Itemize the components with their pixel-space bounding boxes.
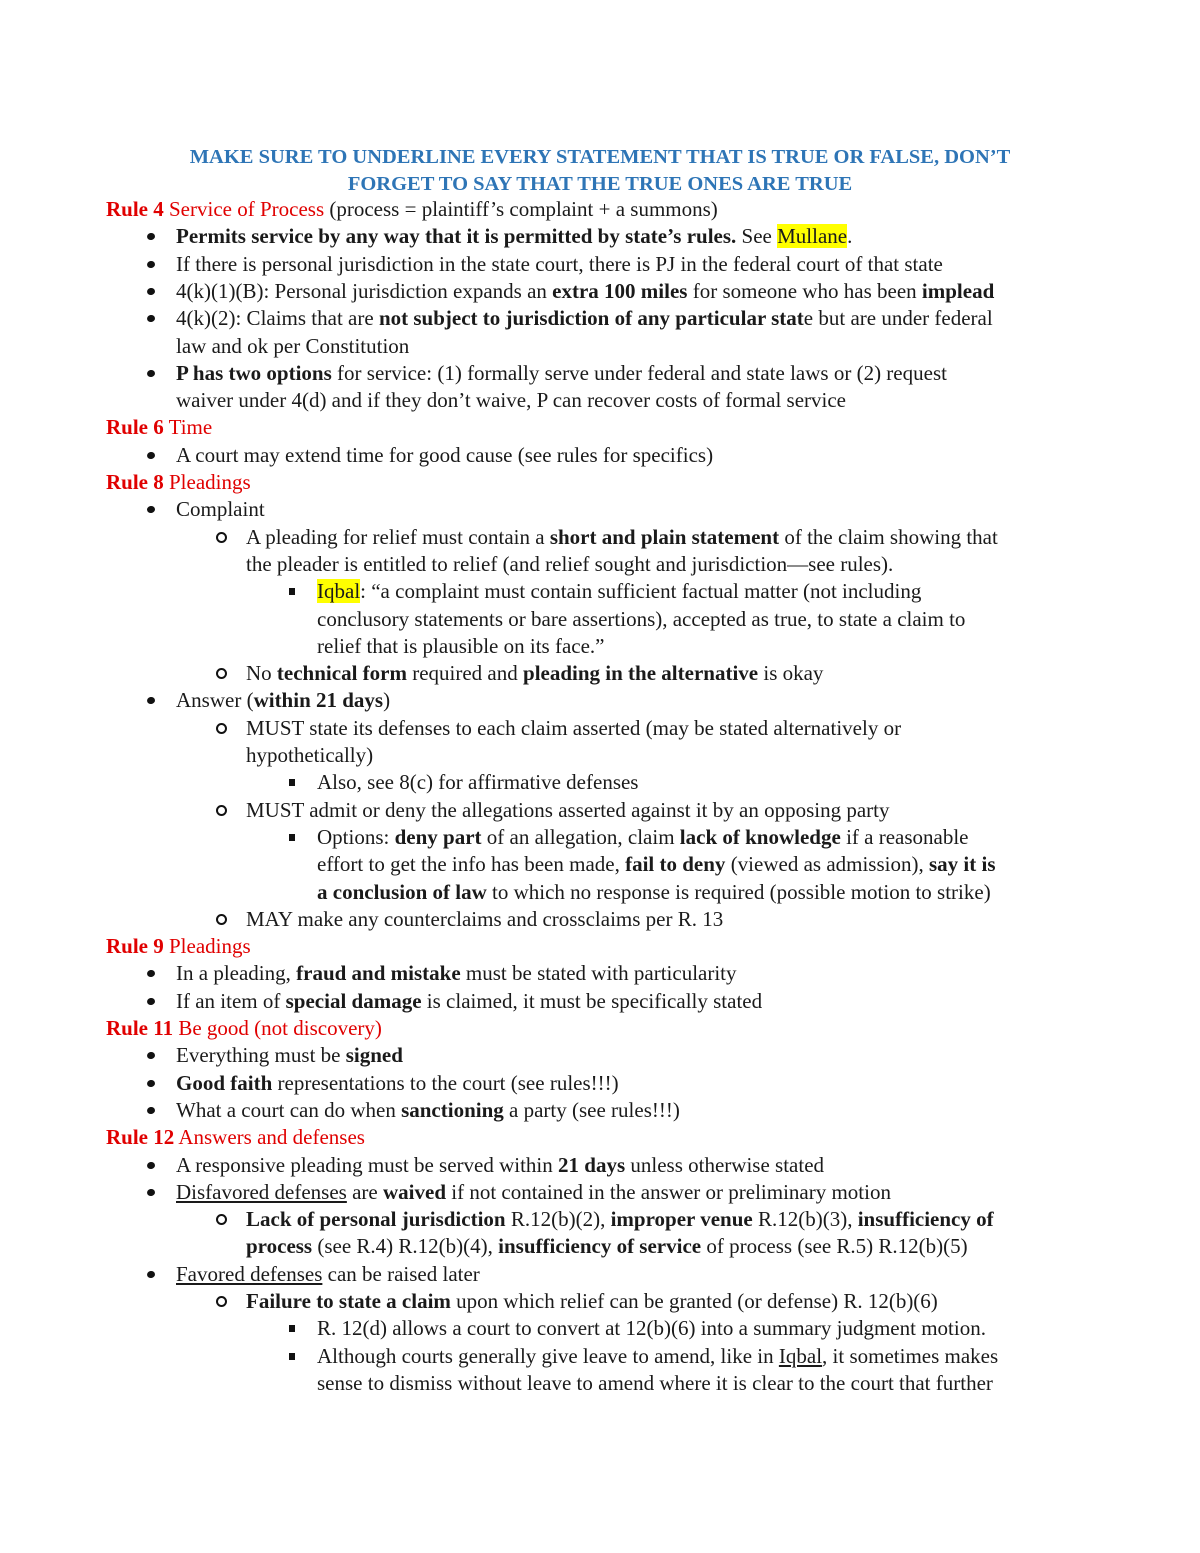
text-run: See: [736, 224, 778, 248]
bold-text: within 21 days: [253, 688, 384, 712]
text-run: if a reasonable: [840, 825, 969, 849]
rule-number: Rule 6: [106, 415, 164, 439]
rule-note: (process = plaintiff’s complaint + a summons): [329, 197, 718, 221]
bullet-item: [176, 1042, 403, 1069]
text-run: are: [346, 1180, 383, 1204]
bullet-item: [246, 660, 823, 687]
highlighted-case-name: Iqbal: [317, 579, 361, 603]
text-run: R.12(b)(2),: [505, 1207, 611, 1231]
bold-text: fraud and mistake: [296, 961, 461, 985]
bullet-item: [176, 360, 947, 387]
text-run: to which no response is required (possible motion to strike): [486, 880, 991, 904]
bullet-ring-icon: [214, 715, 228, 742]
bold-text: Lack of personal jurisdiction: [246, 1207, 506, 1231]
bold-text: Good faith: [176, 1071, 273, 1095]
rule-title: Pleadings: [169, 934, 251, 958]
heading-line-1: MAKE SURE TO UNDERLINE EVERY STATEMENT THAT IS TRUE OR FALSE, DON’T: [189, 146, 1011, 168]
bullet-ring-icon: [214, 1288, 228, 1315]
bullet-dot-icon: [144, 442, 158, 469]
bullet-dot-icon: [144, 360, 158, 387]
bold-text: improper venue: [610, 1207, 753, 1231]
bold-text: Failure to state a claim: [246, 1289, 451, 1313]
bullet-continuation: [317, 1370, 993, 1397]
text-run: No: [246, 661, 277, 685]
text-run: of process (see R.5) R.12(b)(5): [701, 1234, 968, 1258]
text-run: MUST admit or deny the allegations asserted against it by an opposing party: [246, 798, 890, 822]
bullet-item: [176, 442, 713, 469]
bullet-dot-icon: [144, 960, 158, 987]
bullet-item: [176, 223, 852, 250]
text-run: A responsive pleading must be served within: [176, 1153, 559, 1177]
bold-text: deny part: [394, 825, 482, 849]
highlighted-case-name: Mullane: [777, 224, 848, 248]
bold-text: insufficiency of: [857, 1207, 994, 1231]
bullet-item: [246, 906, 723, 933]
rule-heading: [106, 196, 718, 223]
bold-text: fail to deny: [625, 852, 726, 876]
text-run: : “a complaint must contain sufficient factual matter (not including: [360, 579, 922, 603]
bullet-dot-icon: [144, 1261, 158, 1288]
bullet-ring-icon: [214, 1206, 228, 1233]
bullet-continuation: [317, 633, 604, 660]
text-run: Complaint: [176, 497, 265, 521]
heading-line-2: FORGET TO SAY THAT THE TRUE ONES ARE TRUE: [347, 173, 853, 195]
bullet-dot-icon: [144, 1179, 158, 1206]
bullet-item: [317, 1315, 986, 1342]
bullet-continuation: [317, 879, 991, 906]
rule-number: Rule 8: [106, 470, 164, 494]
bold-text: short and plain statement: [549, 525, 780, 549]
bullet-item: [176, 1070, 619, 1097]
text-run: relief that is plausible on its face.”: [317, 634, 605, 658]
underlined-text: Disfavored defenses: [176, 1180, 347, 1204]
bold-text: sanctioning: [401, 1098, 504, 1122]
text-run: upon which relief can be granted (or defense) R. 12(b)(6): [450, 1289, 938, 1313]
text-run: sense to dismiss without leave to amend where it is clear to the court that further: [317, 1371, 993, 1395]
bold-text: extra 100 miles: [552, 279, 688, 303]
text-run: of an allegation, claim: [481, 825, 680, 849]
bullet-item: [176, 687, 390, 714]
bullet-continuation: [176, 387, 846, 414]
bullet-item: [176, 278, 994, 305]
bullet-item: [176, 1261, 480, 1288]
bullet-item: [317, 824, 969, 851]
rule-heading: [106, 1124, 365, 1151]
bullet-dot-icon: [144, 1070, 158, 1097]
text-run: unless otherwise stated: [625, 1153, 825, 1177]
bullet-dot-icon: [144, 305, 158, 332]
bold-text: process: [246, 1234, 313, 1258]
bullet-item: [176, 1097, 680, 1124]
text-run: If there is personal jurisdiction in the state court, there is PJ in the federal court of that state: [176, 252, 943, 276]
bullet-item: [176, 496, 265, 523]
bullet-ring-icon: [214, 660, 228, 687]
bullet-item: [176, 251, 943, 278]
bullet-dot-icon: [144, 1042, 158, 1069]
text-run: e but are under federal: [803, 306, 993, 330]
text-run: Although courts generally give leave to amend, like in: [317, 1344, 779, 1368]
text-run: the pleader is entitled to relief (and relief sought and jurisdiction—see rules).: [246, 552, 894, 576]
text-run: A pleading for relief must contain a: [246, 525, 550, 549]
bold-text: a conclusion of law: [317, 880, 487, 904]
bullet-item: [176, 1179, 891, 1206]
rule-number: Rule 9: [106, 934, 164, 958]
bullet-item: [176, 1152, 824, 1179]
text-run: effort to get the info has been made,: [317, 852, 626, 876]
bullet-item: [176, 960, 737, 987]
bullet-continuation: [176, 333, 409, 360]
bold-text: say it is: [928, 852, 996, 876]
bullet-dot-icon: [144, 1152, 158, 1179]
text-run: MUST state its defenses to each claim asserted (may be stated alternatively or: [246, 716, 902, 740]
bold-text: P has two options: [176, 361, 332, 385]
rule-heading: [106, 933, 251, 960]
text-run: .: [847, 224, 853, 248]
bullet-item: [246, 1206, 994, 1233]
text-run: of the claim showing that: [779, 525, 998, 549]
text-run: hypothetically): [246, 743, 374, 767]
bullet-item: [176, 305, 993, 332]
bullet-dot-icon: [144, 496, 158, 523]
bold-text: signed: [345, 1043, 403, 1067]
text-run: representations to the court (see rules!!!): [272, 1071, 619, 1095]
rule-title: Service of Process: [169, 197, 325, 221]
text-run: (see R.4) R.12(b)(4),: [312, 1234, 499, 1258]
bullet-continuation: [246, 1233, 968, 1260]
rule-heading: [106, 414, 212, 441]
underlined-text: Favored defenses: [176, 1262, 323, 1286]
text-run: R. 12(d) allows a court to convert at 12(b)(6) into a summary judgment motion.: [317, 1316, 986, 1340]
bullet-square-icon: [285, 578, 299, 605]
bold-text: waived: [383, 1180, 446, 1204]
bullet-item: [317, 769, 638, 796]
rule-title: Pleadings: [169, 470, 251, 494]
bullet-dot-icon: [144, 278, 158, 305]
text-run: If an item of: [176, 989, 286, 1013]
text-run: law and ok per Constitution: [176, 334, 410, 358]
rule-number: Rule 12: [106, 1125, 175, 1149]
text-run: Answer (: [176, 688, 254, 712]
bullet-ring-icon: [214, 906, 228, 933]
bullet-continuation: [317, 851, 996, 878]
bold-text: not subject to jurisdiction of any particular stat: [378, 306, 804, 330]
rule-title: Time: [168, 415, 213, 439]
bold-text: technical form: [276, 661, 407, 685]
bullet-square-icon: [285, 1343, 299, 1370]
text-run: In a pleading,: [176, 961, 297, 985]
bullet-item: [246, 797, 890, 824]
bullet-item: [317, 1343, 998, 1370]
text-run: ): [383, 688, 391, 712]
text-run: a party (see rules!!!): [503, 1098, 680, 1122]
bullet-ring-icon: [214, 524, 228, 551]
text-run: if not contained in the answer or preliminary motion: [446, 1180, 891, 1204]
text-run: must be stated with particularity: [460, 961, 737, 985]
text-run: is okay: [758, 661, 824, 685]
bullet-dot-icon: [144, 223, 158, 250]
text-run: 4(k)(2): Claims that are: [176, 306, 379, 330]
bullet-dot-icon: [144, 687, 158, 714]
bullet-item: [317, 578, 921, 605]
text-run: R.12(b)(3),: [752, 1207, 858, 1231]
text-run: Everything must be: [176, 1043, 346, 1067]
bullet-continuation: [246, 551, 893, 578]
bullet-ring-icon: [214, 797, 228, 824]
bold-text: Permits service by any way that it is permitted by state’s rules.: [176, 224, 737, 248]
text-run: is claimed, it must be specifically stated: [421, 989, 763, 1013]
text-run: for service: (1) formally serve under federal and state laws or (2) request: [331, 361, 947, 385]
rule-heading: [106, 1015, 382, 1042]
text-run: waiver under 4(d) and if they don’t waive, P can recover costs of formal service: [176, 388, 847, 412]
rule-heading: [106, 469, 251, 496]
text-run: What a court can do when: [176, 1098, 402, 1122]
bullet-item: [246, 524, 998, 551]
bullet-continuation: [246, 742, 373, 769]
rule-number: Rule 11: [106, 1016, 174, 1040]
bullet-square-icon: [285, 769, 299, 796]
bullet-square-icon: [285, 824, 299, 851]
bullet-dot-icon: [144, 251, 158, 278]
text-run: conclusory statements or bare assertions), accepted as true, to state a claim to: [317, 607, 966, 631]
bold-text: special damage: [285, 989, 422, 1013]
text-run: 4(k)(1)(B): Personal jurisdiction expands an: [176, 279, 553, 303]
bullet-dot-icon: [144, 988, 158, 1015]
text-run: MAY make any counterclaims and crossclaims per R. 13: [246, 907, 724, 931]
rule-title: Be good (not discovery): [178, 1016, 382, 1040]
text-run: Options:: [317, 825, 395, 849]
bold-text: insufficiency of service: [498, 1234, 702, 1258]
document-heading: [110, 144, 1090, 198]
bold-text: 21 days: [558, 1153, 626, 1177]
rule-number: Rule 4: [106, 197, 164, 221]
bold-text: implead: [921, 279, 995, 303]
bold-text: lack of knowledge: [679, 825, 841, 849]
text-run: A court may extend time for good cause (see rules for specifics): [176, 443, 714, 467]
text-run: , it sometimes makes: [822, 1344, 999, 1368]
rule-title: Answers and defenses: [178, 1125, 365, 1149]
text-run: can be raised later: [322, 1262, 480, 1286]
text-run: required and: [406, 661, 524, 685]
text-run: for someone who has been: [687, 279, 922, 303]
text-run: Also, see 8(c) for affirmative defenses: [317, 770, 639, 794]
bullet-dot-icon: [144, 1097, 158, 1124]
underlined-text: Iqbal: [778, 1344, 823, 1368]
bullet-continuation: [317, 606, 965, 633]
text-run: (viewed as admission),: [725, 852, 929, 876]
bullet-item: [176, 988, 762, 1015]
bullet-item: [246, 1288, 938, 1315]
bullet-square-icon: [285, 1315, 299, 1342]
bullet-item: [246, 715, 901, 742]
bold-text: pleading in the alternative: [523, 661, 759, 685]
